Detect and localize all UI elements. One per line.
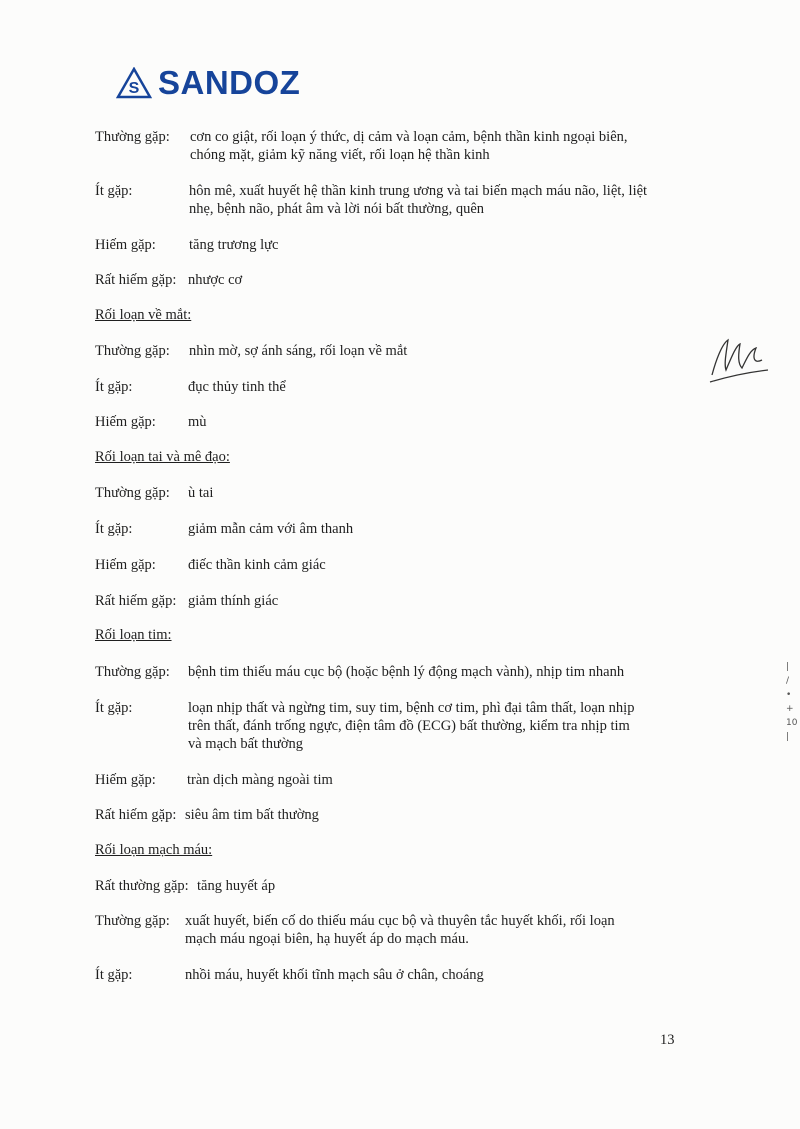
frequency-label: Thường gặp:: [95, 913, 170, 929]
frequency-label: Ít gặp:: [95, 700, 133, 716]
frequency-label: Hiếm gặp:: [95, 237, 156, 253]
effect-row: [95, 484, 695, 502]
effect-row: [95, 520, 695, 538]
effect-text: [189, 182, 695, 218]
effect-line: xuất huyết, biến cố do thiếu máu cục bộ và thuyên tắc huyết khối, rối loạn: [185, 913, 615, 929]
frequency-label: Rất thường gặp:: [95, 878, 189, 894]
margin-marks: | / • + 10 |: [786, 662, 798, 742]
section-heading: Rối loạn tim:: [95, 627, 172, 643]
effect-text: [188, 699, 695, 753]
effect-row: [95, 182, 695, 218]
effect-row: [95, 556, 695, 574]
effect-row: [95, 342, 695, 360]
section-heading: Rối loạn mạch máu:: [95, 842, 213, 858]
margin-mark-number: 10: [786, 718, 798, 728]
section-heading: Rối loạn về mắt:: [95, 307, 192, 323]
effect-text: nhìn mờ, sợ ánh sáng, rối loạn về mắt: [189, 343, 408, 359]
effect-line: mạch máu ngoại biên, hạ huyết áp do mạch máu.: [185, 931, 469, 947]
page-number: 13: [660, 1032, 675, 1048]
frequency-label: Ít gặp:: [95, 379, 133, 395]
effect-row: [95, 128, 695, 164]
frequency-label: Rất hiếm gặp:: [95, 593, 177, 609]
frequency-label: Thường gặp:: [95, 343, 170, 359]
frequency-label: Ít gặp:: [95, 967, 133, 983]
effect-row: [95, 236, 695, 254]
frequency-label: Ít gặp:: [95, 521, 133, 537]
effect-row: [95, 699, 695, 753]
frequency-label: Ít gặp:: [95, 183, 133, 199]
effect-row: [95, 271, 695, 289]
sandoz-logo: [116, 64, 300, 102]
effect-text: giảm mẫn cảm với âm thanh: [188, 521, 354, 537]
frequency-label: Thường gặp:: [95, 664, 170, 680]
effect-line: nhẹ, bệnh não, phát âm và lời nói bất thường, quên: [189, 201, 485, 217]
effect-row: [95, 966, 695, 984]
effect-line: loạn nhịp thất và ngừng tim, suy tim, bệnh cơ tim, phì đại tâm thất, loạn nhịp: [188, 700, 635, 716]
effect-line: và mạch bất thường: [188, 736, 303, 752]
handwritten-initials: [706, 330, 776, 385]
effect-row: [95, 806, 695, 824]
effect-row: [95, 771, 695, 789]
sandoz-wordmark: SANDOZ: [158, 64, 301, 101]
sandoz-emblem-icon: [116, 67, 152, 99]
effect-row: [95, 592, 695, 610]
effect-text: siêu âm tim bất thường: [185, 807, 319, 823]
effect-line: trên thất, đánh trống ngực, điện tâm đồ (ECG) bất thường, kiểm tra nhịp tim: [188, 718, 630, 734]
frequency-label: Thường gặp:: [95, 485, 170, 501]
effect-text: điếc thần kinh cảm giác: [188, 557, 326, 573]
effect-line: hôn mê, xuất huyết hệ thần kinh trung ương và tai biến mạch máu não, liệt, liệt: [189, 183, 648, 199]
effect-text: tăng trương lực: [189, 237, 279, 253]
effect-text: [190, 128, 695, 164]
effect-text: [185, 912, 695, 948]
frequency-label: Hiếm gặp:: [95, 772, 156, 788]
effect-text: tăng huyết áp: [197, 878, 276, 894]
frequency-label: Hiếm gặp:: [95, 414, 156, 430]
effect-text: nhồi máu, huyết khối tĩnh mạch sâu ở chân, choáng: [185, 967, 484, 983]
effect-text: đục thủy tinh thể: [188, 379, 286, 395]
svg-text:S: S: [128, 80, 140, 97]
effect-row: [95, 663, 695, 681]
effect-line: cơn co giật, rối loạn ý thức, dị cảm và loạn cảm, bệnh thần kinh ngoại biên,: [190, 129, 628, 145]
effect-row: [95, 378, 695, 396]
effect-text: ù tai: [188, 485, 214, 501]
effect-text: nhược cơ: [188, 272, 243, 288]
effect-text: tràn dịch màng ngoài tim: [187, 772, 333, 788]
effect-row: [95, 912, 695, 948]
frequency-label: Thường gặp:: [95, 129, 170, 145]
effect-row: [95, 877, 695, 895]
effect-row: [95, 413, 695, 431]
frequency-label: Rất hiếm gặp:: [95, 807, 177, 823]
effect-line: chóng mặt, giảm kỹ năng viết, rối loạn hệ thần kinh: [190, 147, 490, 163]
effect-text: giảm thính giác: [188, 593, 279, 609]
effect-text: mù: [188, 414, 207, 430]
section-heading: Rối loạn tai và mê đạo:: [95, 449, 230, 465]
frequency-label: Hiếm gặp:: [95, 557, 156, 573]
effect-text: bệnh tim thiếu máu cục bộ (hoặc bệnh lý động mạch vành), nhịp tim nhanh: [188, 664, 625, 680]
frequency-label: Rất hiếm gặp:: [95, 272, 177, 288]
